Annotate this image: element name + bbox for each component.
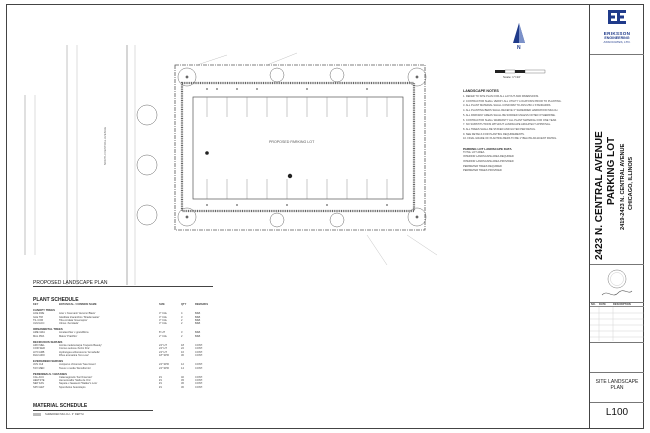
schedule-cell: AME GRA: [33, 331, 45, 335]
material-schedule-underline: [33, 410, 153, 411]
schedule-cell: 4: [181, 312, 183, 316]
schedule-cell: MAL PRA: [33, 334, 45, 338]
schedule-cell: Hemerocallis 'Stella de Oro': [59, 379, 91, 383]
note-item: 9. SEE DETAILS FOR PLANTING REQUIREMENTS.: [463, 132, 525, 136]
schedule-cell: CONT.: [195, 347, 203, 351]
revisions-grid: [590, 307, 644, 341]
summary-item: PERIMETER TREES PROVIDED: [463, 169, 502, 173]
schedule-cell: JUN CHI: [33, 363, 44, 367]
schedule-row: [33, 335, 233, 338]
note-item: 8. ALL TREES SHALL BE STAKED AND GUYED PER DETAIL.: [463, 127, 536, 131]
firm-name-line3: ASSOCIATES, LTD.: [603, 40, 631, 44]
note-item: 5. ALL PARKWAY AREAS SHALL BE SODDED UNLESS NOTED OTHERWISE.: [463, 113, 556, 117]
note-item: 10. FINAL GRADE OF PLANTING BEDS TO BE 1" BELOW ADJACENT PAVING.: [463, 137, 557, 141]
summary-item: INTERIOR LANDSCAPE AREA REQUIRED: [463, 155, 514, 159]
schedule-cell: Rhus aromatica 'Gro-Low': [59, 353, 89, 357]
sheet-title-line2: PLAN: [610, 385, 624, 391]
north-arrow-graphic: [513, 23, 525, 43]
plan-title-underline: [33, 286, 213, 287]
schedule-cell: HEM STE: [33, 379, 45, 383]
schedule-cell: B&B: [195, 315, 201, 319]
schedule-cell: COR SER: [33, 347, 45, 351]
revisions-cell: [590, 303, 644, 343]
seal-cell: [590, 265, 644, 303]
schedule-cell: TIL COR: [33, 318, 44, 322]
sheet-title-line1: SITE LANDSCAPE: [595, 379, 639, 385]
schedule-cell: 8' HT: [159, 331, 166, 335]
schedule-cell: 24" HT: [159, 344, 167, 348]
project-title-cell: [590, 55, 644, 265]
schedule-cell: CONT.: [195, 382, 203, 386]
firm-logo-icon: [606, 8, 628, 26]
column-header: REMARKS: [195, 303, 209, 306]
schedule-cell: ULM ACC: [33, 322, 45, 326]
scale-bar-graphic: [495, 70, 545, 73]
schedule-cell: 14: [181, 366, 184, 370]
schedule-cell: Malus 'Prairifire': [59, 334, 78, 338]
schedule-row: [33, 367, 233, 370]
schedule-cell: #1: [159, 379, 162, 383]
material-schedule-title: MATERIAL SCHEDULE: [33, 403, 88, 409]
schedule-cell: Tilia cordata 'Greenspire': [59, 318, 88, 322]
mulch-swatch: [33, 413, 41, 416]
schedule-cell: B&B: [195, 334, 201, 338]
schedule-cell: 24" HT: [159, 347, 167, 351]
schedule-cell: ACE FRE: [33, 312, 45, 316]
schedule-cell: CONT.: [195, 375, 203, 379]
column-header: QTY: [181, 303, 187, 306]
note-item: 2. CONTRACTOR SHALL VERIFY ALL UTILITY LOCATIONS PRIOR TO PLANTING.: [463, 99, 562, 103]
lot-label: PROPOSED PARKING LOT: [269, 140, 315, 144]
schedule-cell: 2" CAL: [159, 334, 168, 338]
rev-col-desc: DESCRIPTION: [613, 303, 631, 306]
schedule-cell: 3" CAL: [159, 318, 168, 322]
schedule-cell: CONT.: [195, 344, 203, 348]
schedule-group-title: DECIDUOUS SHRUBS: [33, 340, 63, 345]
schedule-cell: 24" SPR: [159, 366, 169, 370]
scale-label: Scale: 1"=10': [503, 75, 521, 79]
plant-schedule-header: [33, 303, 233, 306]
schedule-cell: 40: [181, 375, 184, 379]
schedule-cell: 2: [181, 318, 183, 322]
schedule-cell: HYD ARB: [33, 350, 45, 354]
summary-item: PERIMETER TREES REQUIRED: [463, 164, 502, 168]
schedule-cell: 3: [181, 331, 183, 335]
column-header: KEY: [33, 303, 39, 306]
note-item: 6. CONTRACTOR SHALL WARRANTY ALL PLANT MATERIAL FOR ONE YEAR.: [463, 118, 557, 122]
schedule-row: [33, 354, 233, 357]
note-item: 1. REFER TO SITE PLAN FOR ALL LAYOUT AND DIMENSIONS.: [463, 95, 539, 98]
schedule-cell: #1: [159, 385, 162, 389]
schedule-group-title: EVERGREEN SHRUBS: [33, 359, 64, 364]
schedule-cell: CONT.: [195, 353, 203, 357]
schedule-cell: CONT.: [195, 385, 203, 389]
schedule-cell: 3" CAL: [159, 315, 168, 319]
notes-list: [463, 95, 573, 141]
summary-item: INTERIOR LANDSCAPE AREA PROVIDED: [463, 159, 514, 163]
schedule-cell: CONT.: [195, 350, 203, 354]
summary-title: PARKING LOT LANDSCAPE DATA: [463, 146, 512, 151]
schedule-cell: 24" HT: [159, 350, 167, 354]
schedule-group-title: PERENNIALS / GRASSES: [33, 371, 68, 376]
schedule-cell: 45: [181, 379, 184, 383]
material-schedule: [33, 403, 233, 416]
schedule-cell: TAX MED: [33, 366, 45, 370]
schedule-cell: Ulmus 'Accolade': [59, 322, 79, 326]
summary-list: [463, 151, 573, 173]
schedule-cell: B&B: [195, 322, 201, 326]
drawing-sheet: [6, 4, 644, 429]
plant-schedule-groups: [33, 308, 233, 389]
schedule-cell: CAL ACU: [33, 375, 45, 379]
schedule-cell: Cornus sericea 'Arctic Fire': [59, 347, 90, 351]
note-item: 3. ALL PLANT MATERIAL SHALL CONFORM TO ANSI Z60.1 STANDARDS.: [463, 104, 552, 108]
material-item: [33, 413, 233, 416]
schedule-cell: Acer x freemanii 'Autumn Blaze': [59, 312, 96, 316]
schedule-cell: #1: [159, 382, 162, 386]
project-title-line1: 2423 N. CENTRAL AVENUE: [594, 131, 605, 260]
rev-col-no: NO.: [591, 303, 596, 306]
schedule-cell: Calamagrostis 'Karl Foerster': [59, 375, 93, 379]
rev-col-date: DATE: [599, 303, 606, 306]
sheet-title-cell: [590, 373, 644, 403]
note-item: 7. NO SUBSTITUTIONS WITHOUT LANDSCAPE ARCHITECT APPROVAL.: [463, 123, 551, 127]
plant-schedule-title: PLANT SCHEDULE: [33, 297, 79, 303]
schedule-cell: GLE TRI: [33, 315, 44, 319]
street-label: NORTH CENTRAL AVENUE: [103, 126, 107, 165]
schedule-cell: B&B: [195, 312, 201, 316]
schedule-cell: SPO HET: [33, 385, 45, 389]
schedule-cell: 3" CAL: [159, 322, 168, 326]
drawing-area: [7, 5, 592, 430]
firm-name: ERIKSSON: [603, 31, 631, 36]
schedule-cell: Gleditsia triacanthos 'Shademaster': [59, 315, 100, 319]
project-address-line2: CHICAGO, ILLINOIS: [628, 156, 634, 210]
schedule-group-title: CANOPY TREES: [33, 308, 56, 313]
sheet-number: L100: [605, 407, 629, 418]
schedule-cell: 24" SPR: [159, 363, 169, 367]
schedule-row: [33, 322, 233, 325]
north-label: N: [517, 45, 521, 51]
summary-item: TOTAL LOT AREA: [463, 150, 485, 154]
schedule-cell: #1: [159, 375, 162, 379]
notes-title: LANDSCAPE NOTES: [463, 89, 499, 93]
schedule-cell: B&B: [195, 331, 201, 335]
schedule-group-title: ORNAMENTAL TREES: [33, 327, 63, 332]
schedule-cell: 36: [181, 382, 184, 386]
schedule-cell: Nepeta x faassenii 'Walker's Low': [59, 382, 98, 386]
schedule-cell: 30: [181, 353, 184, 357]
schedule-cell: 30: [181, 385, 184, 389]
schedule-cell: 2: [181, 322, 183, 326]
schedule-cell: 22: [181, 347, 184, 351]
note-item: 4. ALL PLANTING BEDS SHALL RECEIVE 3" SHREDDED HARDWOOD MULCH.: [463, 109, 559, 113]
schedule-cell: Juniperus chinensis 'Sea Green': [59, 363, 97, 367]
plant-schedule: [33, 297, 233, 389]
title-block: [589, 5, 644, 428]
schedule-cell: 18: [181, 344, 184, 348]
schedule-cell: 2: [181, 334, 183, 338]
schedule-cell: CONT.: [195, 379, 203, 383]
project-address-line1: 2419-2423 N. CENTRAL AVENUE: [620, 143, 626, 230]
schedule-cell: 3" CAL: [159, 312, 168, 316]
schedule-cell: RHU ARO: [33, 353, 45, 357]
schedule-cell: Taxus x media 'Densiformis': [59, 366, 91, 370]
schedule-cell: 18" SPR: [159, 353, 169, 357]
schedule-cell: CONT.: [195, 366, 203, 370]
firm-name-line2: ENGINEERING: [604, 36, 630, 40]
blank-cell: [590, 343, 644, 373]
schedule-cell: CONT.: [195, 363, 203, 367]
schedule-cell: NEP FAS: [33, 382, 44, 386]
schedule-cell: Hydrangea arborescens 'Annabelle': [59, 350, 100, 354]
sheet-number-cell: [590, 403, 644, 428]
plan-title: PROPOSED LANDSCAPE PLAN: [33, 280, 108, 286]
schedule-cell: 16: [181, 350, 184, 354]
project-title-line2: PARKING LOT: [606, 136, 617, 205]
column-header: SIZE: [159, 303, 165, 306]
schedule-cell: ARO MEL: [33, 344, 45, 348]
schedule-cell: 3: [181, 315, 183, 319]
schedule-row: [33, 386, 233, 389]
landscape-notes: [463, 89, 573, 174]
schedule-cell: Aronia melanocarpa 'Iroquois Beauty': [59, 344, 102, 348]
schedule-cell: Sporobolus heterolepis: [59, 385, 86, 389]
material-item-label: SHREDDED MULCH - 3" DEPTH: [45, 413, 84, 416]
firm-logo-cell: [590, 5, 644, 55]
schedule-cell: Amelanchier x grandiflora: [59, 331, 89, 335]
schedule-cell: B&B: [195, 318, 201, 322]
column-header: BOTANICAL / COMMON NAME: [59, 303, 97, 306]
schedule-cell: 12: [181, 363, 184, 367]
professional-seal-icon: [590, 265, 644, 303]
